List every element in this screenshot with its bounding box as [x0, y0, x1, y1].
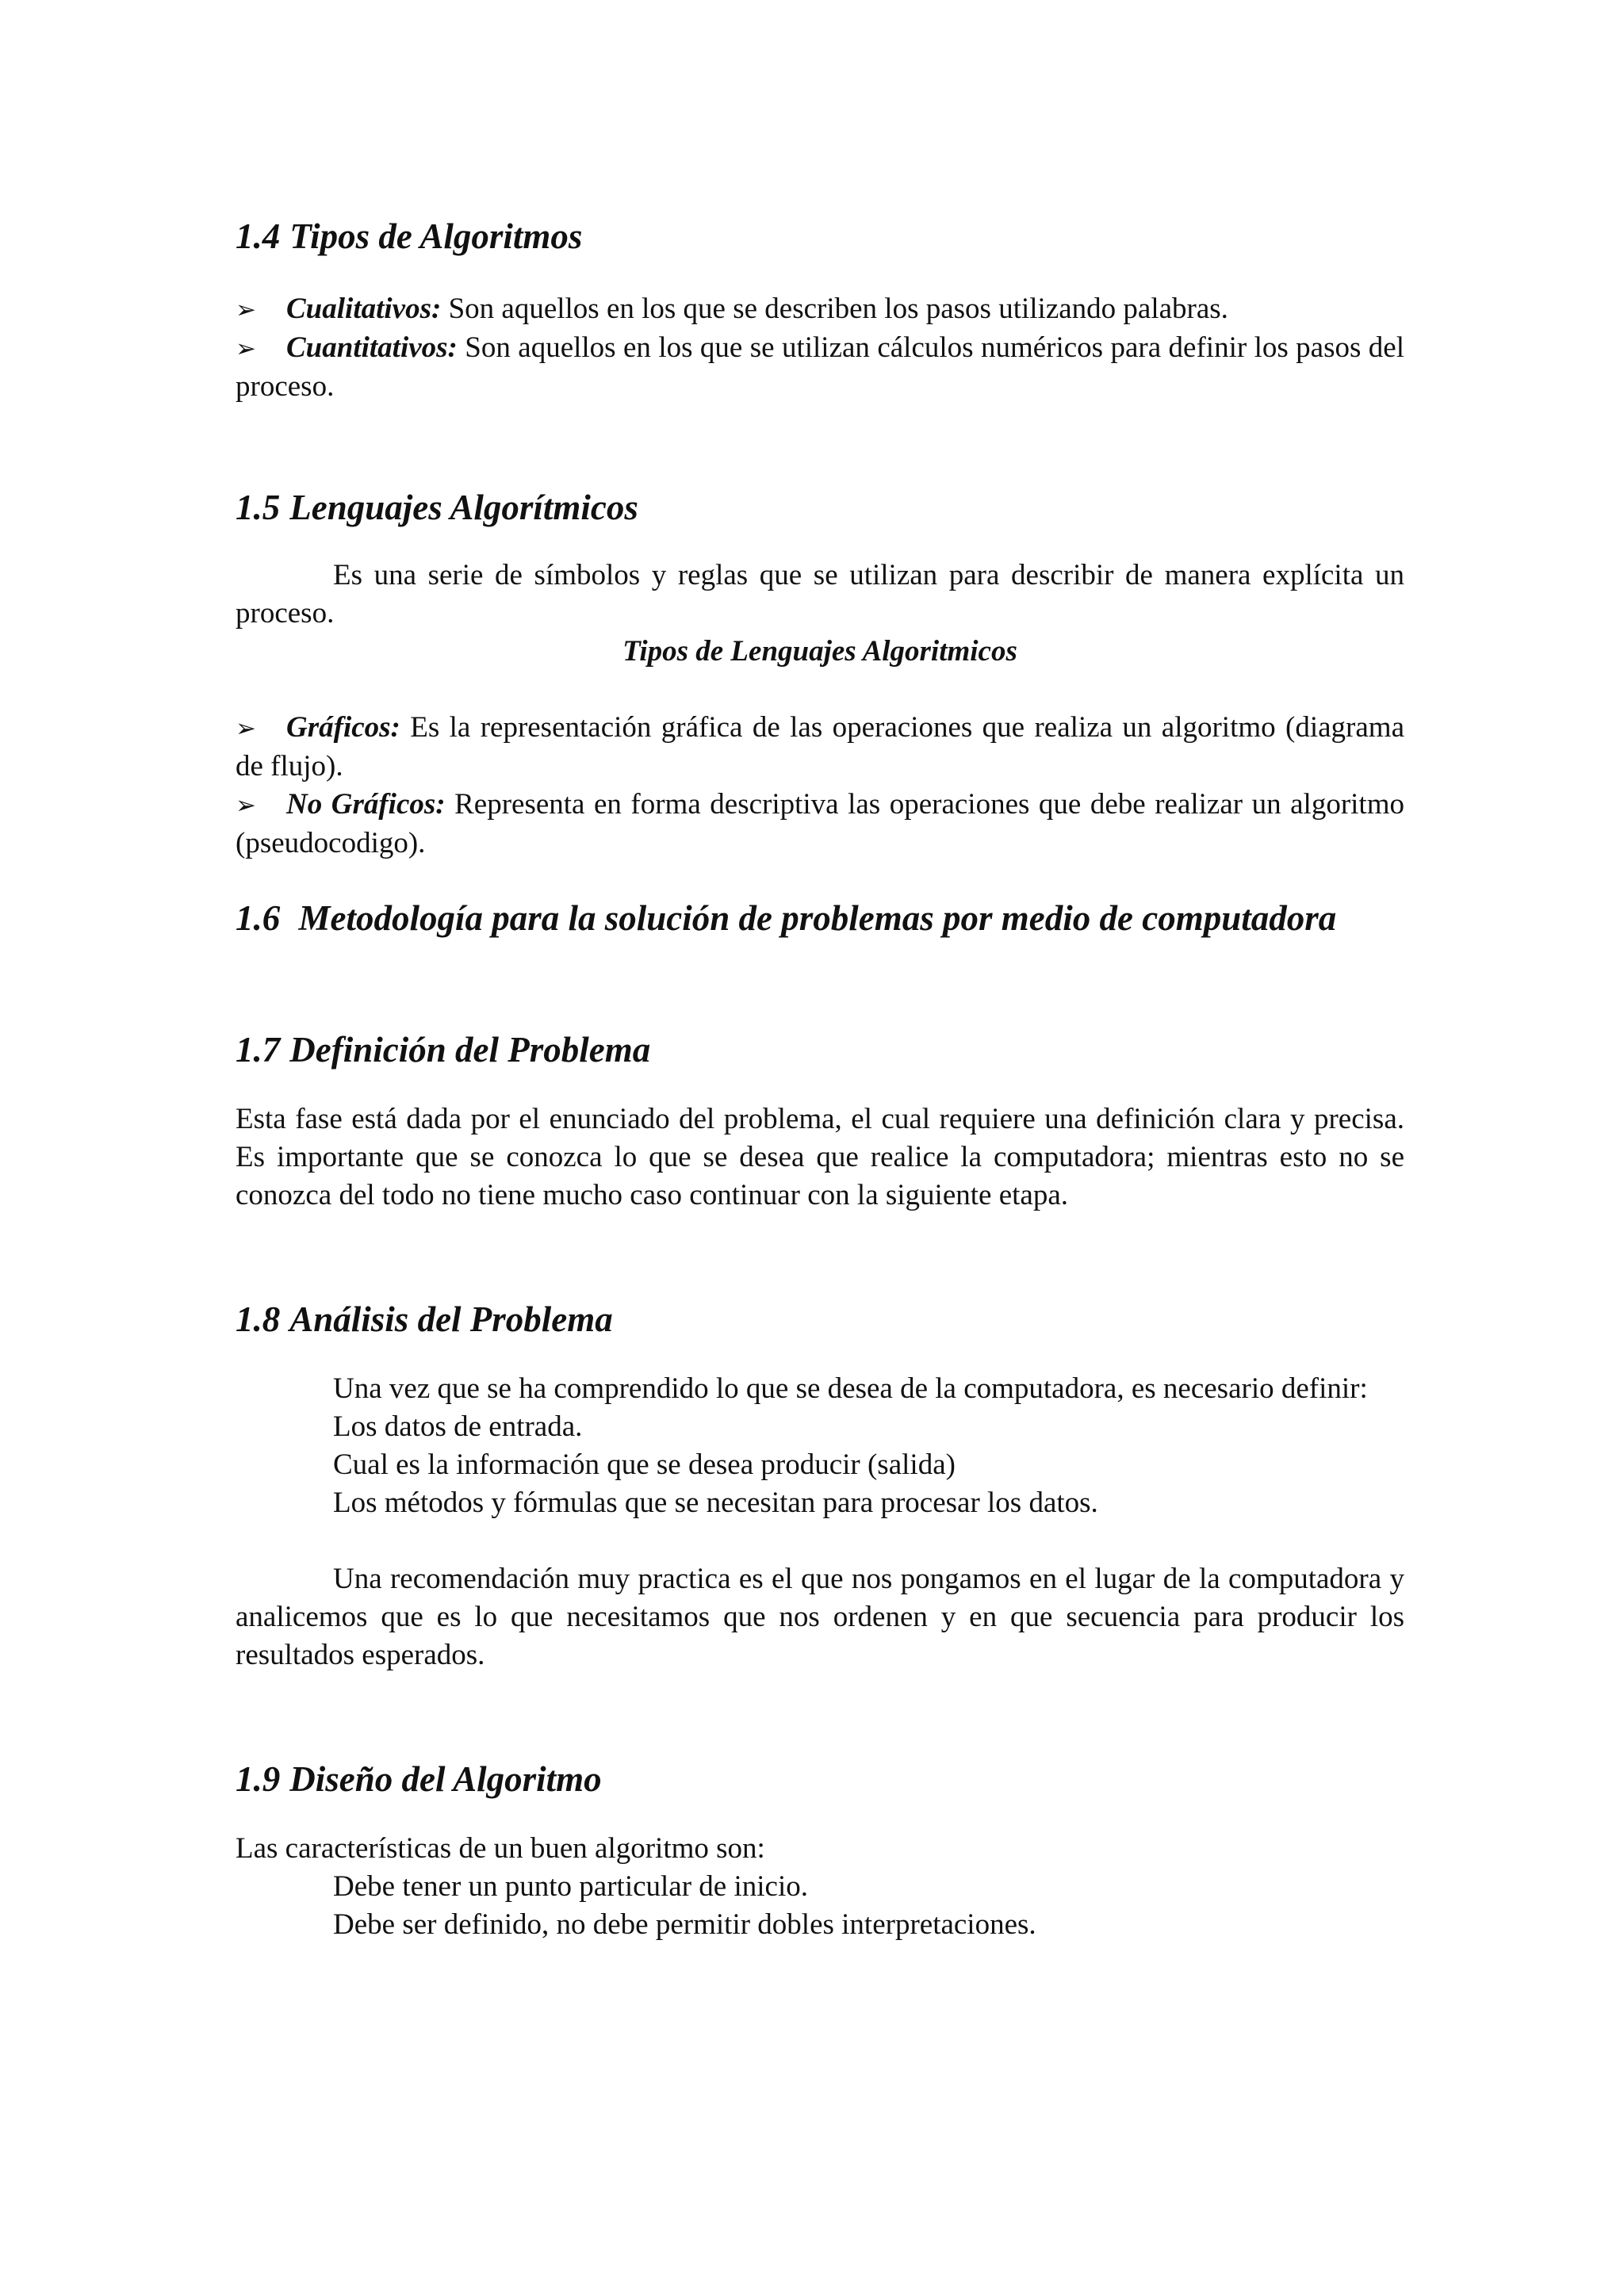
- section-heading: [236, 1297, 1404, 1341]
- section-paragraph: Una vez que se ha comprendido lo que se desea de la computadora, es necesario definir:: [333, 1372, 1368, 1405]
- section-number: 1.6: [236, 898, 281, 938]
- arrowhead-bullet-icon: ➢: [236, 714, 256, 743]
- section-number: 1.8: [236, 1299, 281, 1339]
- document-page: [236, 214, 1404, 1944]
- section-number: 1.4: [236, 216, 281, 256]
- section-paragraph: Esta fase está dada por el enunciado del problema, el cual requiere una definición clara y precisa. Es importante que se conozca lo que se desea que realice la computadora; mientras esto no se conozca del todo no tiene mucho caso continuar con la siguiente etapa.: [236, 1103, 1404, 1211]
- section-heading: [236, 214, 1404, 258]
- section-1-6: [236, 896, 1404, 940]
- section-heading: [236, 1757, 1404, 1801]
- bullet-term: Cuantitativos:: [286, 331, 458, 364]
- section-paragraph: Es una serie de símbolos y reglas que se utilizan para describir de manera explícita un proceso.: [236, 559, 1404, 629]
- bullet-term: Gráficos:: [286, 711, 400, 744]
- list-item: [236, 290, 1404, 329]
- list-item: Cual es la información que se desea producir (salida): [333, 1448, 956, 1481]
- list-item: Los métodos y fórmulas que se necesitan para procesar los datos.: [333, 1487, 1098, 1519]
- bullet-term: Cualitativos:: [286, 293, 442, 325]
- section-1-8: [236, 1297, 1404, 1674]
- section-title: Lenguajes Algorítmicos: [289, 488, 638, 527]
- list-item: [236, 709, 1404, 786]
- section-title: Metodología para la solución de problemas por medio de computadora: [298, 898, 1337, 938]
- arrowhead-bullet-icon: ➢: [236, 296, 256, 324]
- section-1-9: [236, 1757, 1404, 1944]
- section-heading: [236, 1027, 1404, 1072]
- section-number: 1.9: [236, 1759, 281, 1799]
- section-paragraph: Las características de un buen algoritmo son:: [236, 1832, 765, 1865]
- list-item: [236, 329, 1404, 406]
- section-title: Diseño del Algoritmo: [289, 1759, 602, 1799]
- section-1-4: [236, 214, 1404, 406]
- arrowhead-bullet-icon: ➢: [236, 335, 256, 363]
- section-title: Definición del Problema: [289, 1030, 651, 1070]
- section-1-5: [236, 485, 1404, 863]
- section-paragraph: Una recomendación muy practica es el que nos pongamos en el lugar de la computadora y analicemos que es lo que necesitamos que nos ordenen y en que secuencia para producir los resultados esperados.: [236, 1563, 1404, 1671]
- subsection-title: Tipos de Lenguajes Algoritmicos: [622, 635, 1017, 668]
- section-title: Tipos de Algoritmos: [289, 216, 583, 256]
- list-item: Los datos de entrada.: [333, 1410, 583, 1443]
- bullet-text: Son aquellos en los que se describen los pasos utilizando palabras.: [441, 293, 1228, 325]
- list-item: [236, 786, 1404, 863]
- section-1-7: [236, 1027, 1404, 1215]
- bullet-text: Es la representación gráfica de las operaciones que realiza un algoritmo (diagrama de flujo).: [236, 711, 1404, 783]
- section-heading: [236, 485, 1404, 530]
- section-title: Análisis del Problema: [289, 1299, 613, 1339]
- arrowhead-bullet-icon: ➢: [236, 791, 256, 820]
- list-item: Debe tener un punto particular de inicio.: [333, 1870, 808, 1903]
- section-number: 1.5: [236, 488, 281, 527]
- section-heading: [236, 896, 1404, 940]
- bullet-text: Son aquellos en los que se utilizan cálculos numéricos para definir los pasos del proceso.: [236, 331, 1404, 403]
- list-item: Debe ser definido, no debe permitir dobles interpretaciones.: [333, 1908, 1036, 1941]
- bullet-text: Representa en forma descriptiva las operaciones que debe realizar un algoritmo (pseudocodigo).: [236, 788, 1404, 859]
- bullet-term: No Gráficos:: [286, 788, 446, 821]
- section-number: 1.7: [236, 1030, 281, 1070]
